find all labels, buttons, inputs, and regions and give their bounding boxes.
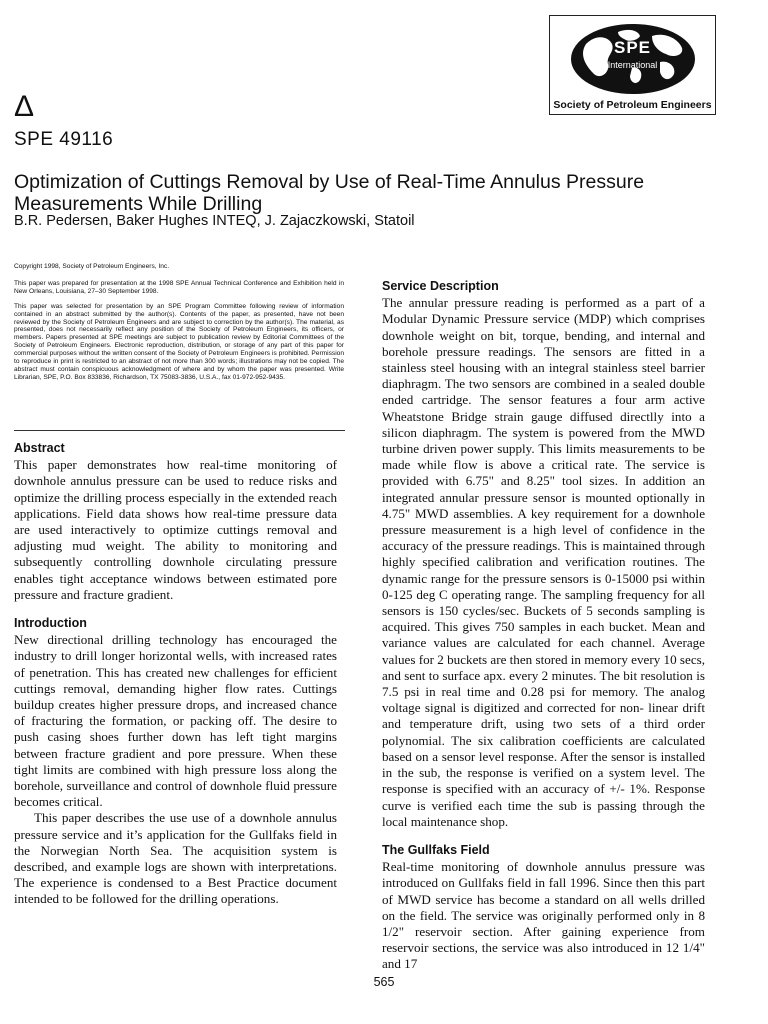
gullfaks-text: Real-time monitoring of downhole annulus pressure was introduced on Gullfaks field in fall 1996. Since then this part of MWD service has become a standard on all wells drilled on the field. The service was originally performed only in 8 1/2" reservoir section. After gaining experience from reservoir sections, the service was also introduced in 12 1/4" and 17	[382, 859, 705, 972]
logo-caption: Society of Petroleum Engineers	[553, 99, 712, 111]
left-column	[14, 440, 337, 908]
paper-number: SPE 49116	[14, 129, 114, 150]
delta-symbol: Δ	[14, 90, 35, 123]
gullfaks-heading: The Gullfaks Field	[382, 842, 490, 857]
authors: B.R. Pedersen, Baker Hughes INTEQ, J. Zajaczkowski, Statoil	[14, 213, 415, 229]
service-heading: Service Description	[382, 279, 499, 293]
divider	[14, 430, 345, 431]
introduction-paragraph-1: New directional drilling technology has encouraged the industry to drill longer horizontal wells, with increased rates of penetration. This has created new challenges for efficient cuttings removal, demanding higher flow rates. Cuttings buildup creates higher pressure drops, and increased chance of fracturing the formation, or packing off. The desire to push casing shoes further down has left tight margins between fracture gradient and pore pressure. When these tight limits are combined with high pressure loss along the borehole, surveillance and control of downhole fluid pressure becomes critical.	[14, 632, 337, 810]
selection-note: This paper was selected for presentation by an SPE Program Committee following review of information contained in an abstract submitted by the author(s). Contents of the paper, as presented, have not been reviewed by the Society of Petroleum Engineers and are subject to correction by the author(s). The material, as presented, does not necessarily reflect any position of the Society of Petroleum Engineers, its officers, or members. Papers presented at SPE meetings are subject to publication review by Editorial Committees of the Society of Petroleum Engineers. Electronic reproduction, distribution, or storage of any part of this paper for commercial purposes without the written consent of the Society of Petroleum Engineers is prohibited. Permission to reproduce in print is restricted to an abstract of not more than 300 words; illustrations may not be copied. The abstract must contain conspicuous acknowledgment of where and by whom the paper was presented. Write Librarian, SPE, P.O. Box 833836, Richardson, TX 75083-3836, U.S.A., fax 01-972-952-9435.	[14, 302, 344, 381]
page-number: 565	[373, 975, 395, 989]
right-column	[382, 278, 705, 973]
abstract-text: This paper demonstrates how real-time monitoring of downhole annulus pressure can be used to reduce risks and optimize the drilling process especially in the extended reach applications. Field data shows how real-time pressure data are used interactively to optimize cuttings removal and adjusting mud weight. The ability to monitoring and subsequently controlling downhole circulating pressure enables tight acceptance windows between estimated pore pressure and fracture gradient.	[14, 457, 337, 602]
paper-title: Optimization of Cuttings Removal by Use of Real-Time Annulus Pressure Measurements While Drilling	[14, 171, 645, 215]
globe-icon	[568, 22, 698, 96]
copyright-line: Copyright 1998, Society of Petroleum Engineers, Inc.	[14, 263, 170, 270]
introduction-heading: Introduction	[14, 616, 87, 631]
logo-initials: SPE	[613, 38, 652, 57]
copyright-notice	[14, 263, 344, 389]
introduction-paragraph-2: This paper describes the use use of a downhole annulus pressure service and it’s application for the Gullfaks field in the Norwegian North Sea. The acquisition system is described, and example logs are shown with interpretations. The experience is condensed to a Best Practice document intended to be followed for the drilling operations.	[14, 810, 337, 907]
spe-logo	[549, 15, 716, 115]
logo-subtitle: International	[607, 60, 658, 70]
abstract-heading: Abstract	[14, 441, 65, 455]
presentation-note: This paper was prepared for presentation at the 1998 SPE Annual Technical Conference and Exhibition held in New Orleans, Louisiana, 27–30 September 1998.	[14, 279, 344, 295]
service-text: The annular pressure reading is performed as a part of a Modular Dynamic Pressure service (MDP) which comprises downhole weight on bit, torque, bending, and internal and borehole pressure readings. The sensors are fitted in a stainless steel housing with an integral stainless steel barrier diaphragm. The two sensors are combined in a sealed double ended cartridge. The sensor features a four arm active Wheatstone Bridge strain gauge diffused directlly into a silicon diaphragm. The system is powered from the MWD turbine driven power supply. This limits measurements to be made while flow is above a critical rate. The service is provided with 6.75" and 8.25" tool sizes. In addition an integrated annular pressure sensor is mounted optionally in 4.75" MWD assemblies. A key requirement for a downhole pressure measurement is a high level of confidence in the accuracy of the pressure readings. This is maintained through highly specified calibration and verification routines. The dynamic range for the pressure sensors is 0-15000 psi within 0-125 deg C operating range. The sampling frequency for all sensors is 150 cycles/sec. Buckets of 5 seconds sampling is acquired. This gives 750 samples in each bucket. Mean and variance values are calculated for each channel. Average values for 2 buckets are then stored in memory every 10 secs, and sent to surface apx. every 2 minutes. The bit resolution is 7.5 psi in real time and 0.28 psi for memory. The analog voltage signal is digitized and corrected for non- linear drift and temperature drift, using two sets of a third order polynomial. The six calibration coefficients are calculated based on a sensor level response. After the sensor is installed in the sub, the response is verified on a system level. The response is specified with an accuracy of +/- 1%. Response curve is verified each time the sub is passing through the local maintenance shop.	[382, 295, 705, 829]
